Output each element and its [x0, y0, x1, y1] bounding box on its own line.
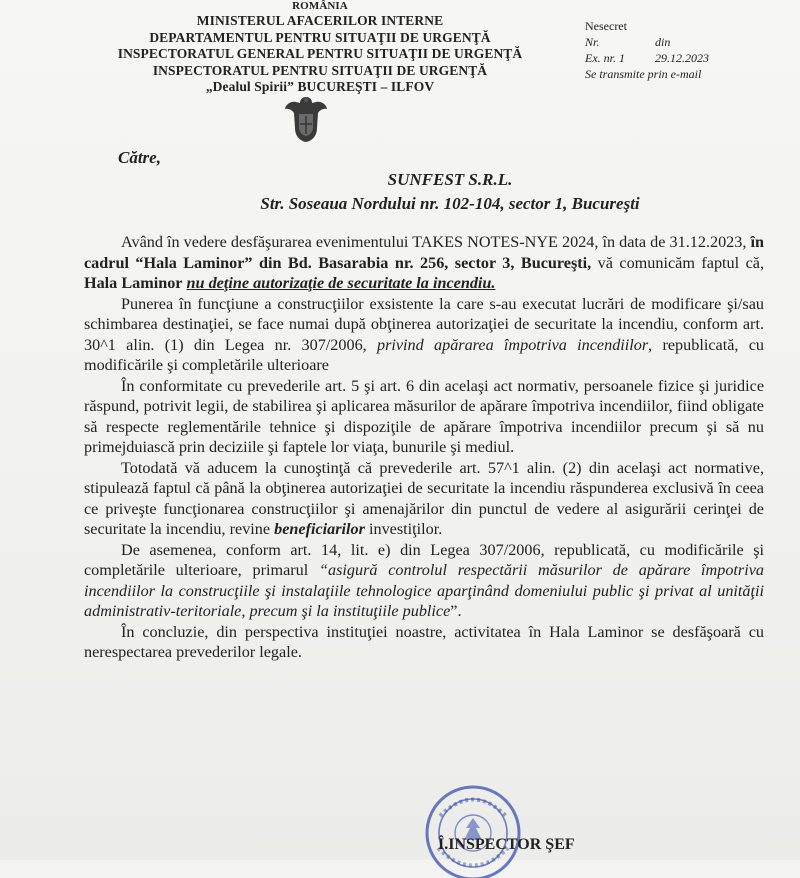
recipient-address: Str. Soseaua Nordului nr. 102-104, sector 1, Bucureşti	[260, 194, 640, 213]
p2-law-title: privind apărarea împotriva incendiilor	[376, 335, 649, 354]
paragraph-event	[84, 232, 764, 294]
p1-venue: în cadrul “Hala Laminor” din Bd. Basarabia nr. 256, sector 3, Bucureşti,	[84, 233, 764, 272]
p1-no-authorization: nu deţine autorizaţie de securitate la incendiu.	[186, 274, 496, 292]
transmission-note: Se transmite prin e-mail	[585, 67, 702, 81]
copy-number: Ex. nr. 1	[585, 51, 625, 65]
p4-text-2: investiţilor.	[364, 520, 443, 538]
paragraph-liability	[84, 458, 764, 540]
p4-beneficiaries: beneficiarilor	[274, 520, 365, 538]
letterhead-country: ROMÂNIA	[292, 0, 348, 12]
letterhead-department: DEPARTAMENTUL PENTRU SITUAŢII DE URGENŢĂ	[149, 29, 491, 45]
letter-body	[84, 232, 764, 663]
letterhead-unit: „Dealul Spirii” BUCUREŞTI – ILFOV	[205, 79, 435, 94]
p1-text: Având în vedere desfăşurarea evenimentului TAKES NOTES-NYE 2024, în data de 31.12.2023,	[121, 233, 751, 251]
p1-text-2: vă comunicăm faptul că,	[591, 253, 764, 272]
paragraph-commissioning	[84, 294, 764, 376]
document-meta	[585, 18, 709, 82]
classification-label: Nesecret	[585, 19, 627, 33]
paragraph-mayor	[84, 540, 764, 622]
document-date: din 29.12.2023	[655, 35, 709, 65]
paragraph-conclusion: În concluzie, din perspectiva instituţiei noastre, activitatea în Hala Laminor se desfăşoară cu nerespectarea prevederilor legale.	[84, 622, 764, 661]
recipient-company: SUNFEST S.R.L.	[387, 170, 513, 189]
letterhead-inspectorate: INSPECTORATUL PENTRU SITUAŢII DE URGENŢĂ	[152, 62, 488, 78]
p5-quote-end: ”.	[450, 602, 462, 620]
p2-text: Punerea în funcţiune a construcţiilor exsistente la care s-au executat lucrări de modificare şi/sau schimbarea destinaţiei, se face numai după obţinerea autorizaţiei de securitate la incendiu, conform art. 30^1 alin. (1) din Legea nr. 307/2006,	[84, 294, 764, 354]
paragraph-responsibilities: În conformitate cu prevederile art. 5 şi art. 6 din acelaşi act normativ, persoanele fizice şi juridice răspund, potrivit legii, de stabilirea şi aplicarea măsurilor de apărare împotriva incendiilor, fiind obligate să respecte reglementările tehnice şi dispoziţile de apărare împotriva incendiilor precum şi să nu primejduiască prin deciziile şi faptele lor viaţa, bunurile şi mediul.	[84, 376, 764, 456]
addressee-salutation: Către,	[118, 148, 161, 167]
registration-number: Nr.	[585, 35, 600, 49]
p5-quote: “asigură controlul respectării măsurilor de apărare împotriva incendiilor la construcţiile şi instalaţiile tehnologice aparţinând domeniului public şi privat al unităţii administrativ-teritoriale, precum şi la instituţiile publice	[84, 561, 764, 620]
p5-text: De asemenea, conform art. 14, lit. e) din Legea 307/2006, republicată, cu modificările şi completările ulterioare, primarul	[84, 540, 764, 579]
p1-hall-name: Hala Laminor	[84, 274, 183, 292]
coat-of-arms-icon	[283, 94, 329, 144]
letterhead	[90, 0, 550, 96]
letterhead-general-inspectorate: INSPECTORATUL GENERAL PENTRU SITUAŢII DE URGENŢĂ	[117, 46, 523, 61]
letterhead-ministry: MINISTERUL AFACERILOR INTERNE	[196, 13, 444, 28]
official-stamp-icon	[418, 778, 528, 878]
show-through-text	[600, 98, 603, 110]
p4-text: Totodată vă aducem la cunoştinţă că prevederile art. 57^1 alin. (2) din acelaşi act normative, stipulează faptul că până la obţinerea autorizaţiei de securitate la incendiu răspunderea exclusivă în ceea ce priveşte funcţionarea construcţiilor şi amenajărilor din punctul de vedere al asigurării cerinţei de securitate la incendiu, revine	[84, 458, 764, 538]
signature-title: Î.INSPECTOR ŞEF	[438, 836, 575, 853]
p2-text-2: , republicată, cu modificările şi completările ulterioare	[84, 335, 764, 374]
